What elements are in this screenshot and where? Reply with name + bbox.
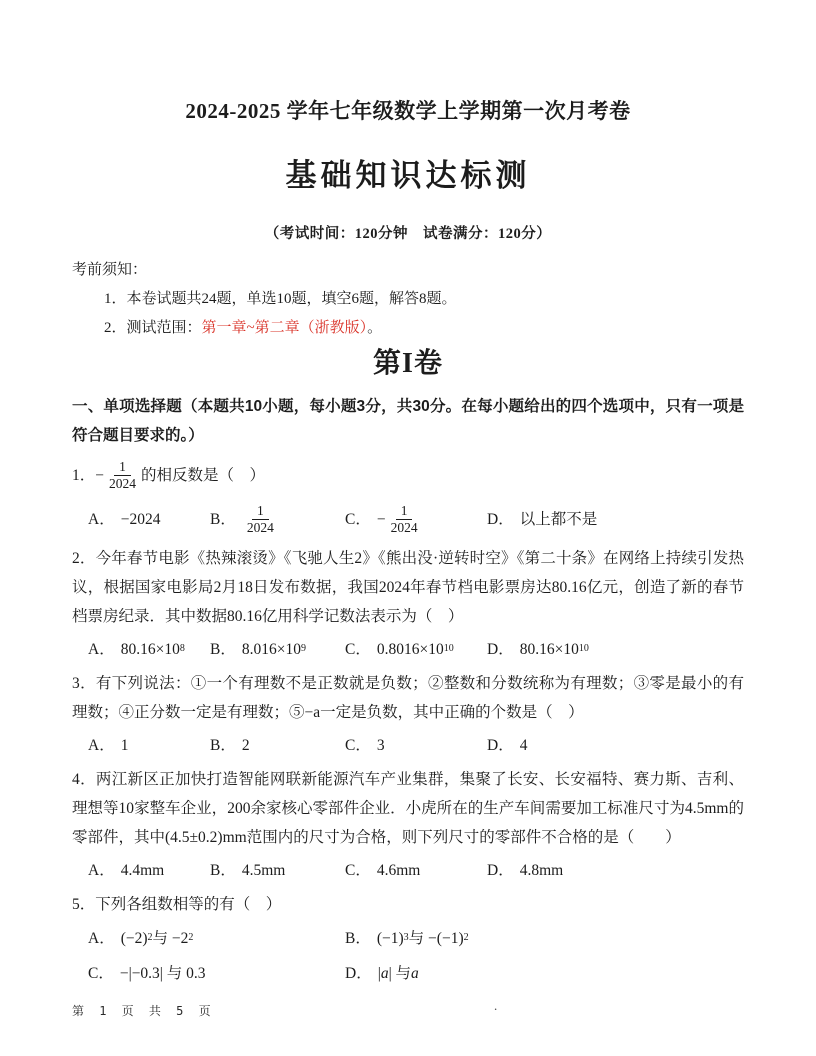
- option-B-text-2: 与 −(−1): [408, 929, 464, 947]
- notice-item-2-scope-highlight: 第一章~第二章（浙教版）: [201, 320, 368, 336]
- option-A: [88, 731, 210, 760]
- option-C-text: 0.8016×10: [376, 640, 444, 658]
- option-C-label: C．: [345, 861, 371, 879]
- option-D: D． 80.16×10 10: [487, 635, 589, 664]
- option-A-label: A．: [88, 929, 115, 947]
- option-C-label: C．: [88, 964, 114, 982]
- option-C-label: C．: [345, 736, 371, 754]
- option-B-label: B．: [210, 640, 236, 658]
- page-number-footer: 第 1 页 共 5 页: [72, 1004, 215, 1018]
- option-A-label: A．: [88, 736, 115, 754]
- fraction-numerator: 1: [252, 503, 269, 520]
- question-1-fraction: [107, 459, 138, 491]
- option-B: B． 8.016×10 9: [210, 635, 345, 664]
- fraction-denominator: 2024: [109, 475, 137, 491]
- question-3-stem: [72, 669, 744, 727]
- stray-dot-mark: .: [494, 998, 498, 1013]
- option-C: [345, 503, 487, 535]
- option-D-text: |: [377, 964, 381, 982]
- option-A-label: A．: [88, 861, 115, 879]
- option-A: [88, 505, 210, 534]
- option-A: A． 80.16×10 8: [88, 635, 210, 664]
- option-B: B． (−1) 3 与 −(−1) 2: [345, 923, 744, 953]
- question-4-stem-text: 两江新区正加快打造智能网联新能源汽车产业集群，集聚了长安、长安福特、赛力斯、吉利、理想等10家整车企业，200余家核心零部件企业．小虎所在的生产车间需要加工标准尺寸为4.5mm的零部件，其中(4.5±0.2)mm范围内的尺寸为合格，则下列尺寸的零部件不合格的是（ ）: [72, 771, 744, 846]
- question-2-options: [72, 634, 744, 664]
- option-D-text: 4.8mm: [519, 861, 564, 879]
- question-1-options: [72, 499, 744, 539]
- option-B-label: B．: [210, 510, 236, 528]
- question-3-options: [72, 730, 744, 760]
- option-C: [88, 958, 345, 988]
- option-C: [345, 731, 487, 760]
- option-B-label: B．: [345, 929, 371, 947]
- option-C-label: C．: [345, 640, 371, 658]
- option-B: [210, 503, 345, 535]
- question-1: [72, 454, 744, 539]
- fraction-denominator: 2024: [390, 519, 418, 535]
- option-D-text-2: | 与: [388, 964, 412, 982]
- notice-item-1: 1．本卷试题共24题，单选10题，填空6题，解答8题。: [104, 291, 457, 307]
- option-D: [487, 505, 597, 534]
- part1-title: 第I卷: [373, 348, 443, 379]
- option-A-text-2: 与 −2: [152, 929, 189, 947]
- option-D-label: D．: [345, 964, 372, 982]
- option-D: [345, 958, 744, 988]
- question-2-stem: [72, 544, 744, 631]
- question-1-stem-text: 的相反数是（ ）: [141, 466, 266, 484]
- question-4: [72, 765, 744, 885]
- fraction-numerator: 1: [114, 459, 131, 476]
- question-5-options: [72, 923, 744, 988]
- option-C-text: −|−0.3| 与 0.3: [119, 964, 206, 982]
- option-B: [210, 731, 345, 760]
- option-C-fraction: [389, 503, 420, 535]
- option-B: [210, 856, 345, 885]
- question-4-number: 4．: [72, 771, 96, 788]
- option-C: C． 0.8016×10 10: [345, 635, 487, 664]
- question-2-stem-text: 今年春节电影《热辣滚烫》《飞驰人生2》《熊出没·逆转时空》《第二十条》在网络上持续引发热议，根据国家电影局2月18日发布数据，我国2024年春节档电影票房达80.16亿元，创造了新的春节档票房纪录．其中数据80.16亿用科学记数法表示为（ ）: [72, 550, 744, 625]
- option-C: [345, 856, 487, 885]
- option-A-text: 80.16×10: [120, 640, 180, 658]
- fraction-denominator: 2024: [246, 519, 274, 535]
- option-A-text: (−2): [120, 929, 148, 947]
- notice-heading: 考前须知：: [72, 262, 148, 278]
- question-2-number: 2．: [72, 550, 96, 567]
- question-4-options: [72, 855, 744, 885]
- fraction-numerator: 1: [396, 503, 413, 520]
- question-5-number: 5．: [72, 896, 96, 913]
- question-4-stem: [72, 765, 744, 852]
- option-A: [88, 856, 210, 885]
- option-D-variable-1: a: [380, 964, 389, 982]
- exam-meta-line: （考试时间：120分钟 试卷满分：120分）: [264, 226, 552, 242]
- question-3-number: 3．: [72, 675, 96, 692]
- question-2: [72, 544, 744, 664]
- option-D-label: D．: [487, 510, 514, 528]
- option-C-minus-sign: −: [376, 510, 386, 528]
- option-B-label: B．: [210, 736, 236, 754]
- option-A-text: 1: [120, 736, 129, 754]
- option-B-text: 4.5mm: [241, 861, 286, 879]
- option-D-text: 80.16×10: [519, 640, 579, 658]
- option-D-text: 4: [519, 736, 528, 754]
- question-3: [72, 669, 744, 760]
- option-C-label: C．: [345, 510, 371, 528]
- notice-item-2-prefix: 2．测试范围：: [104, 320, 202, 336]
- option-B-text: 8.016×10: [241, 640, 301, 658]
- notice-item-2-suffix: 。: [367, 320, 383, 336]
- question-1-minus-sign: −: [95, 466, 105, 484]
- exam-title: 2024-2025 学年七年级数学上学期第一次月考卷: [185, 99, 631, 123]
- option-A-label: A．: [88, 510, 115, 528]
- option-D-label: D．: [487, 640, 514, 658]
- option-A-text: −2024: [120, 510, 161, 528]
- option-D: [487, 856, 563, 885]
- option-D-label: D．: [487, 736, 514, 754]
- question-3-stem-text: 有下列说法：①一个有理数不是正数就是负数；②整数和分数统称为有理数；③零是最小的有理数；④正分数一定是有理数；⑤−a一定是负数，其中正确的个数是（ ）: [72, 675, 744, 721]
- option-D-variable-2: a: [411, 964, 419, 982]
- exam-subtitle: 基础知识达标测: [285, 158, 531, 193]
- option-C-text: 3: [376, 736, 385, 754]
- option-B-text: 2: [241, 736, 250, 754]
- notice-section: [72, 258, 744, 340]
- option-D-text: 以上都不是: [519, 510, 598, 528]
- section1-intro: 一、单项选择题（本题共10小题，每小题3分，共30分。在每小题给出的四个选项中，只有一项是符合题目要求的。）: [72, 398, 744, 444]
- question-5: [72, 890, 744, 988]
- question-5-stem: [72, 890, 744, 919]
- question-1-stem: [72, 454, 744, 496]
- option-B-text: (−1): [376, 929, 404, 947]
- option-D: [487, 731, 527, 760]
- notice-item-2: [72, 316, 744, 340]
- option-D-label: D．: [487, 861, 514, 879]
- option-B-fraction: [245, 503, 276, 535]
- option-A-text: 4.4mm: [120, 861, 165, 879]
- option-A-label: A．: [88, 640, 115, 658]
- question-1-number: 1．: [72, 466, 96, 484]
- question-5-stem-text: 下列各组数相等的有（ ）: [95, 896, 282, 913]
- option-C-text: 4.6mm: [376, 861, 421, 879]
- option-B-label: B．: [210, 861, 236, 879]
- option-A: A． (−2) 2 与 −2 2: [88, 923, 345, 953]
